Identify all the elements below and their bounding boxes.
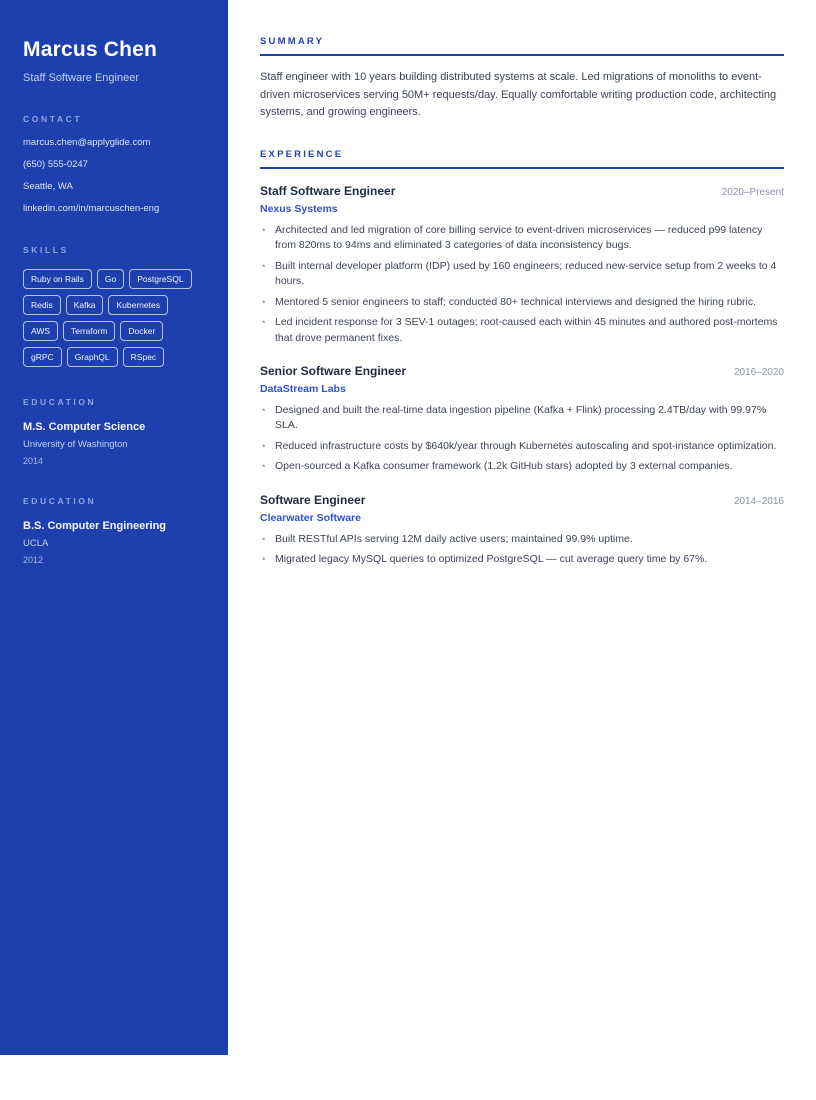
section-divider: [260, 167, 784, 169]
contact-heading: CONTACT: [23, 114, 83, 124]
job-bullet: • Built RESTful APIs serving 12M daily active users; maintained 99.9% uptime.: [260, 532, 784, 547]
education-section: [23, 496, 208, 565]
skill-tag: Kubernetes: [108, 295, 167, 315]
skill-tag: GraphQL: [67, 347, 118, 367]
job-header: [260, 184, 784, 198]
job-entry: [260, 184, 784, 346]
resume-main-content: [260, 0, 784, 573]
skill-tag: PostgreSQL: [129, 269, 191, 289]
education-heading: EDUCATION: [23, 495, 97, 506]
job-header: [260, 493, 784, 507]
job-company: Clearwater Software: [260, 511, 361, 524]
contact-list: [23, 137, 208, 215]
experience-section: [260, 149, 784, 568]
job-company: DataStream Labs: [260, 382, 346, 395]
summary-heading: SUMMARY: [260, 36, 325, 47]
job-bullet-list: [260, 532, 784, 568]
job-bullet-list: [260, 403, 784, 475]
summary-text: Staff engineer with 10 years building distributed systems at scale. Led migrations of monoliths to event-driven microservices serving 50M+ requests/day. Equally comfortable writing production code, architecting systems, and growing engineers.: [260, 71, 777, 119]
contact-phone: (650) 555-0247: [23, 158, 88, 170]
skill-tag: Redis: [23, 295, 61, 315]
skill-tag: Docker: [120, 321, 163, 341]
skill-tag: Ruby on Rails: [23, 269, 92, 289]
job-bullet: • Open-sourced a Kafka consumer framework (1.2k GitHub stars) adopted by 3 external companies.: [260, 459, 784, 474]
education-school: University of Washington: [23, 438, 128, 450]
skill-tag: gRPC: [23, 347, 62, 367]
job-bullet-list: [260, 223, 784, 346]
sidebar: [0, 0, 228, 1055]
job-title: Software Engineer: [260, 492, 366, 507]
education-degree: B.S. Computer Engineering: [23, 519, 167, 532]
contact-linkedin: linkedin.com/in/marcuschen-eng: [23, 202, 160, 214]
job-title: Senior Software Engineer: [260, 363, 407, 378]
education-heading: EDUCATION: [23, 396, 97, 407]
skill-tag: Go: [97, 269, 124, 289]
job-dates: 2020–Present: [721, 186, 784, 198]
job-bullet: • Led incident response for 3 SEV-1 outages; root-caused each within 45 minutes and authored post-mortems that drove permanent fixes.: [260, 315, 784, 345]
job-entry: [260, 364, 784, 475]
education-school: UCLA: [23, 537, 49, 549]
candidate-title: Staff Software Engineer: [23, 72, 139, 84]
skill-tag-list: [23, 269, 207, 367]
education-year: 2014: [23, 455, 44, 466]
job-bullet: • Architected and led migration of core billing service to event-driven microservices — reduced p99 latency from 820ms to 94ms and eliminated 3 categories of data inconsistency bugs.: [260, 223, 784, 253]
job-entry: [260, 493, 784, 568]
experience-heading: EXPERIENCE: [260, 148, 344, 160]
summary-section: [260, 36, 784, 122]
contact-location: Seattle, WA: [23, 180, 73, 192]
job-dates: 2014–2016: [733, 495, 784, 507]
job-bullet: • Mentored 5 senior engineers to staff; conducted 80+ technical interviews and designed the hiring rubric.: [260, 295, 784, 310]
job-bullet: • Migrated legacy MySQL queries to optimized PostgreSQL — cut average query time by 67%.: [260, 552, 784, 567]
skill-tag: Kafka: [66, 295, 104, 315]
job-bullet: • Built internal developer platform (IDP) used by 160 engineers; reduced new-service setup from 2 weeks to 4 hours.: [260, 259, 784, 289]
education-section: [23, 397, 208, 466]
skill-tag: AWS: [23, 321, 58, 341]
job-company: Nexus Systems: [260, 202, 338, 215]
skills-heading: SKILLS: [23, 244, 69, 255]
skill-tag: Terraform: [63, 321, 115, 341]
job-dates: 2016–2020: [733, 366, 784, 378]
contact-email: marcus.chen@applyglide.com: [23, 137, 151, 148]
education-year: 2012: [23, 554, 44, 565]
education-degree: M.S. Computer Science: [23, 420, 146, 433]
job-title: Staff Software Engineer: [260, 183, 396, 198]
job-bullet: • Designed and built the real-time data ingestion pipeline (Kafka + Flink) processing 2.4TB/day with 99.97% SLA.: [260, 403, 784, 433]
candidate-name: Marcus Chen: [23, 38, 158, 61]
job-header: [260, 364, 784, 378]
skill-tag: RSpec: [123, 347, 165, 367]
job-bullet: • Reduced infrastructure costs by $640k/year through Kubernetes autoscaling and spot-instance optimization.: [260, 439, 784, 454]
section-divider: [260, 54, 784, 56]
